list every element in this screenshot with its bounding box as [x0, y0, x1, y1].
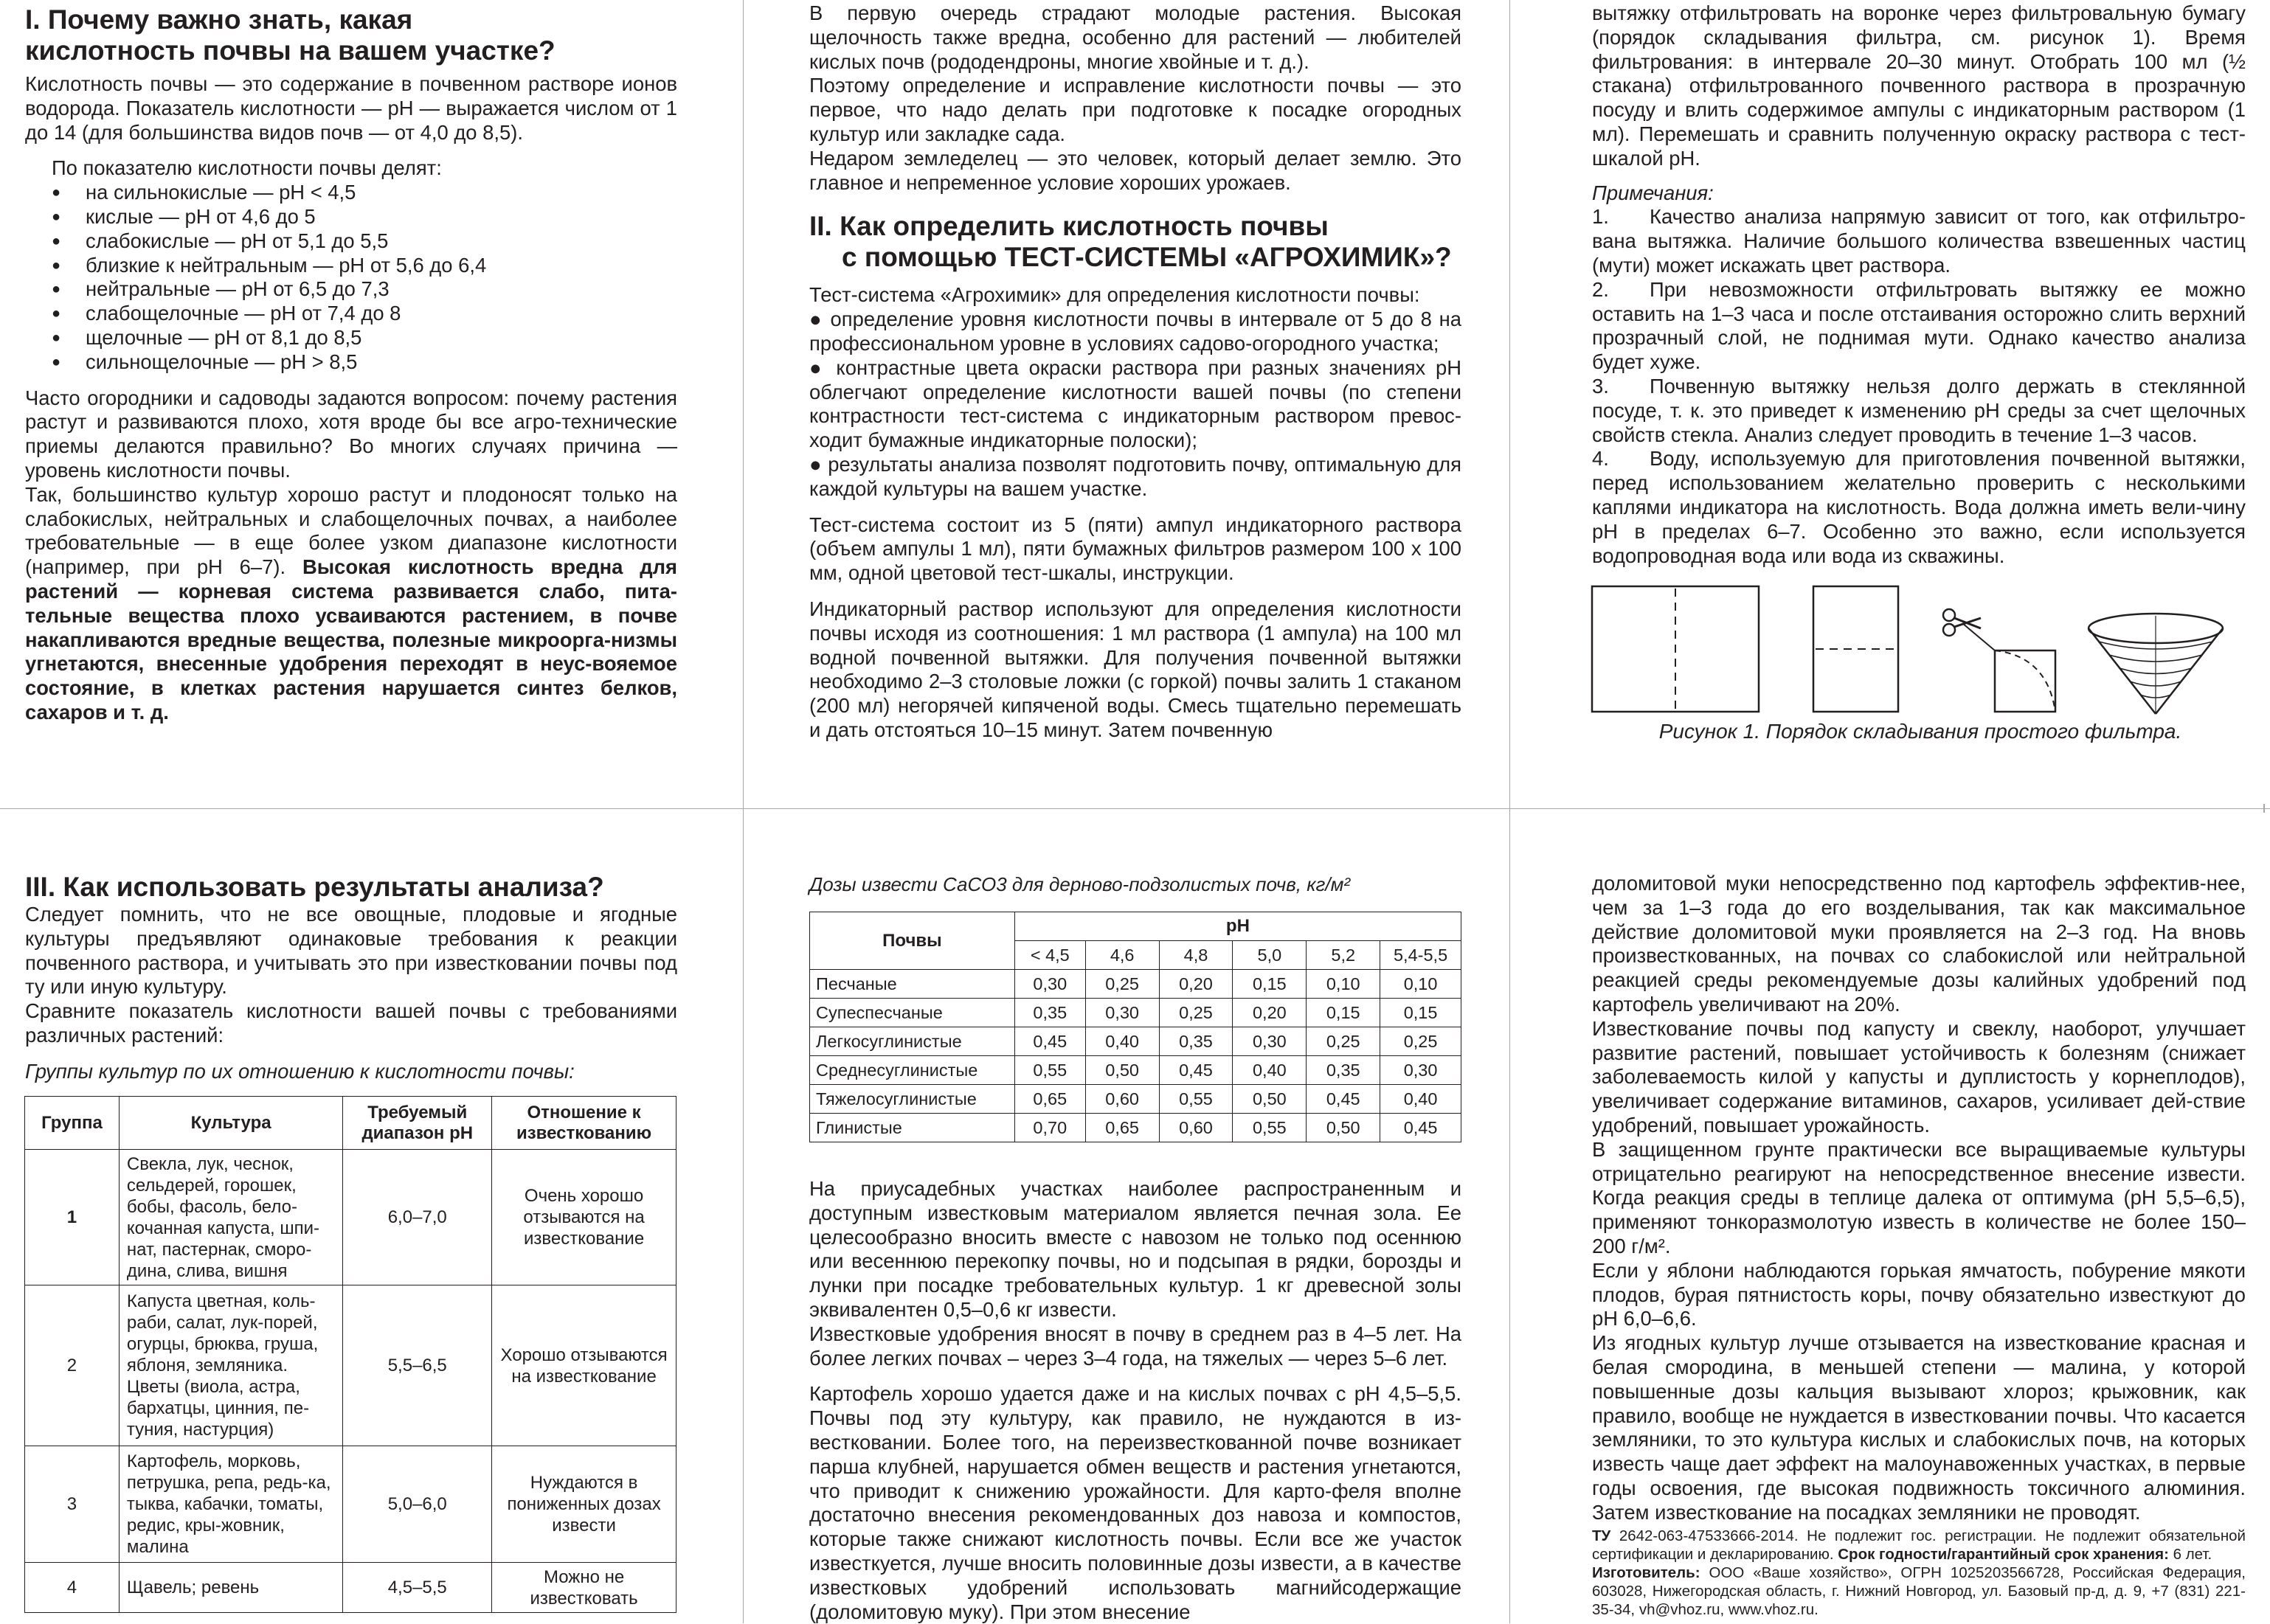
- dose-cell: 0,45: [1307, 1085, 1380, 1114]
- paragraph: Поэтому определение и исправление кислотности почвы — это первое, что надо делать при подготовке к посадке огородных культур или закладке сада.: [809, 74, 1461, 145]
- dose-cell: 0,50: [1233, 1085, 1307, 1114]
- filter-folded-half-icon: [1813, 586, 1898, 712]
- panel-3: [1592, 1, 2246, 568]
- column-header: Почвы: [810, 912, 1015, 970]
- list-item: ● на сильнокислые — рН < 4,5: [52, 181, 677, 205]
- column-header: Требуемый диапазон рН: [343, 1097, 492, 1150]
- note-item: [1592, 375, 2246, 447]
- note-text: Воду, используемую для приготовления почвенной вытяжки, перед использованием желательно проверить с несколькими каплями индикатора на кислотность. Вода должна иметь вели-чину рН в пределах 6–7. Особенно это важно, если используется водопроводная вода или вода из скважины.: [1592, 447, 2246, 567]
- manufacturer-label: Изготовитель:: [1592, 1564, 1700, 1581]
- paragraph: Картофель хорошо удается даже и на кислых почвах с рН 4,5–5,5. Почвы под эту культуру, как правило, не нуждаются в из-вестковании. Более того, на переизвесткованной почве возникает парша клубней, нарушается обмен веществ и растения угнетаются, что приводит к снижению урожайности. Для карто-феля вполне достаточно внесения рекомендованных доз навоза и компостов, которые также снижают кислотность почвы. Если все же участок известкуется, лучше вносить половинные дозы извести, а в качестве известковых удобрений использовать магнийсодержащие (доломитовую муку). При этом внесение: [809, 1382, 1461, 1623]
- section-1-title-line-2: кислотность почвы на вашем участке?: [25, 35, 556, 66]
- notes-heading: Примечания:: [1592, 181, 1714, 204]
- dose-cell: 0,35: [1307, 1056, 1380, 1085]
- dose-cell: 0,30: [1233, 1027, 1307, 1056]
- feature-item: ● результаты анализа позволят подготовить почву, оптимальную для каждой культуры на вашем участке.: [809, 452, 1461, 500]
- list-item: ● слабощелочные — рН от 7,4 до 8: [52, 302, 677, 326]
- dose-cell: 0,55: [1014, 1056, 1085, 1085]
- paragraph: доломитовой муки непосредственно под картофель эффектив-нее, чем за 1–3 года до его возделывания, так как максимальное действие доломитовой муки проявляется на 2–3 год. На вновь произвесткованных, на почвах со слабокислой или нейтральной реакцией среды рекомендуемые дозы калийных удобрений под картофель увеличивают на 20%.: [1592, 872, 2246, 1016]
- dose-cell: 0,35: [1014, 999, 1085, 1027]
- filter-cut-quarter-icon: [1962, 623, 2055, 712]
- soil-cell: Легкосуглинистые: [810, 1027, 1015, 1056]
- dose-cell: 0,45: [1380, 1114, 1461, 1142]
- ph-range-cell: 4,5–5,5: [343, 1563, 492, 1613]
- paragraph: Недаром земледелец — это человек, который делает землю. Это главное и непременное условие хороших урожаев.: [809, 146, 1461, 194]
- column-header: Культура: [119, 1097, 342, 1150]
- column-header: Группа: [25, 1097, 120, 1150]
- manufacturer-info: [1592, 1564, 2246, 1619]
- section-1-title: [25, 4, 677, 66]
- culture-cell: Капуста цветная, коль-раби, салат, лук-порей, огурцы, брюква, груша, яблоня, земляника. Цветы (виола, астра, бархатцы, цинния, пе-туния, настурция): [119, 1285, 342, 1446]
- dose-cell: 0,35: [1159, 1027, 1233, 1056]
- table-row: [810, 1085, 1461, 1114]
- ph-value-header: 5,2: [1307, 941, 1380, 970]
- paragraph: вытяжку отфильтровать на воронке через фильтровальную бумагу (порядок складывания фильтра, см. рисунок 1). Время фильтрования: в интервале 20–30 минут. Отобрать 100 мл (½ стакана) отфильтрованного почвенного раствора в прозрачную посуду и влить содержимое ампулы с индикаторным раствором (1 мл). Перемешать и сравнить полученную окраску раствора с тест-шкалой рН.: [1592, 1, 2246, 170]
- table-row: [25, 1446, 676, 1563]
- paragraph: Из ягодных культур лучше отзывается на известкование красная и белая смородина, в меньшей степени — малина, у которой повышенные дозы кальция вызывают хлороз; крыжовник, как правило, вообще не нуждается в известковании почвы. Что касается земляники, то это культура кислых и слабокислых почв, на которых известь чаще дает эффект на малоунавоженных участках, в первые годы освоения, где высокая подвижность токсичного алюминия. Затем известкование на посадках земляники не проводят.: [1592, 1331, 2246, 1524]
- ph-range-cell: 6,0–7,0: [343, 1150, 492, 1285]
- soil-cell: Тяжелосуглинистые: [810, 1085, 1015, 1114]
- table-row: [810, 1056, 1461, 1085]
- dose-cell: 0,40: [1380, 1085, 1461, 1114]
- table-header-row: [25, 1097, 676, 1150]
- column-header: Отношение к известкованию: [492, 1097, 676, 1150]
- culture-groups-table: [24, 1096, 676, 1613]
- ph-list-heading: По показателю кислотности почвы делят:: [52, 156, 442, 180]
- paragraph: На приусадебных участках наиболее распространенным и доступным известковым материалом является печная зола. Ее целесообразно вносить вместе с навозом не только под осеннюю или весеннюю перекопку почвы, но и подсыпая в рядки, борозды и лунки при посадке требовательных культур. 1 кг древесной золы эквивалентен 0,5–0,6 кг извести.: [809, 1177, 1461, 1321]
- table-row: [810, 999, 1461, 1027]
- dose-cell: 0,30: [1380, 1056, 1461, 1085]
- manufacturer-text: ООО «Ваше хозяйство», ОГРН 1025203566728, Российская Федерация, 603028, Нижегородская область, г. Нижний Новгород, ул. Базовый пр-д, д. 9, +7 (831) 221-35-34, vh@vhoz.ru, www.vhoz.ru.: [1592, 1564, 2246, 1618]
- scissors-icon: [1943, 609, 1981, 636]
- liming-cell: Нуждаются в пониженных дозах извести: [492, 1446, 676, 1563]
- dose-cell: 0,70: [1014, 1114, 1085, 1142]
- dose-cell: 0,55: [1159, 1085, 1233, 1114]
- shelf-life-label: Срок годности/гарантийный срок хранения:: [1838, 1545, 2169, 1563]
- culture-cell: Свекла, лук, чеснок, сельдерей, горошек, бобы, фасоль, бело-кочанная капуста, шпи-нат, пастернак, сморо-дина, слива, вишня: [119, 1150, 342, 1285]
- dose-cell: 0,50: [1085, 1056, 1159, 1085]
- soil-cell: Супеспесчаные: [810, 999, 1015, 1027]
- dose-cell: 0,55: [1233, 1114, 1307, 1142]
- ph-value-header: < 4,5: [1014, 941, 1085, 970]
- paragraph: Следует помнить, что не все овощные, плодовые и ягодные культуры предъявляют одинаковые требования к реакции почвенного раствора, и учитывать это при известковании почвы под ту или иную культуру.: [25, 903, 677, 999]
- test-system-lead: Тест-система «Агрохимик» для определения кислотности почвы:: [809, 283, 1420, 307]
- spec-text: 2642-063-47533666-2014. Не подлежит гос. регистрации. Не подлежит обязательной сертификации и декларированию.: [1592, 1527, 2246, 1563]
- soil-cell: Глинистые: [810, 1114, 1015, 1142]
- paragraph-bold-text: Высокая кислотность вредна для растений — корневая система развивается слабо, пита-тельные вещества плохо усваиваются растением, в почве накапливаются вредные вещества, полезные микроорга-низмы угнетаются, внесенные удобрения переходят в неус-вояемое состояние, в клетках растения нарушается синтез белков, сахаров и т. д.: [25, 555, 677, 723]
- liming-cell: Очень хорошо отзываются на известкование: [492, 1150, 676, 1285]
- paragraph: Известковые удобрения вносят в почву в среднем раз в 4–5 лет. На более легких почвах – через 3–4 года, на тяжелых — через 5–6 лет.: [809, 1322, 1461, 1370]
- section-2-title: [809, 211, 1461, 273]
- ph-value-header: 4,8: [1159, 941, 1233, 970]
- filter-square-icon: [1592, 586, 1759, 712]
- fold-line-vertical-2: [1509, 0, 1510, 1623]
- table-row: [25, 1285, 676, 1446]
- feature-item: ● контрастные цвета окраски раствора при разных значениях рН облегчают определение кислотности вашей почвы (по степени контрастности тест-система с индикаторным раствором превос-ходит бумажные индикаторные полоски);: [809, 355, 1461, 452]
- ph-class-list: [25, 181, 677, 374]
- table-row: [25, 1150, 676, 1285]
- note-text: Почвенную вытяжку нельзя долго держать в стеклянной посуде, т. к. это приведет к изменению рН среды за счет щелочных свойств стекла. Анализ следует проводить в течение 1–3 часов.: [1592, 374, 2246, 446]
- dose-cell: 0,40: [1085, 1027, 1159, 1056]
- dose-cell: 0,25: [1307, 1027, 1380, 1056]
- dose-cell: 0,60: [1085, 1085, 1159, 1114]
- panel-6: [1592, 872, 2246, 1619]
- ph-value-header: 5,4-5,5: [1380, 941, 1461, 970]
- dose-cell: 0,15: [1307, 999, 1380, 1027]
- dose-cell: 0,25: [1380, 1027, 1461, 1056]
- dose-cell: 0,50: [1307, 1114, 1380, 1142]
- group-cell: 1: [25, 1150, 120, 1285]
- dose-cell: 0,40: [1233, 1056, 1307, 1085]
- note-text: Качество анализа напрямую зависит от того, как отфильтро-вана вытяжка. Наличие большого количества взвешенных частиц (мути) может искажать цвет раствора.: [1592, 205, 2246, 277]
- group-cell: 4: [25, 1563, 120, 1613]
- paragraph: Известкование почвы под капусту и свеклу, наоборот, улучшает развитие растений, повышает устойчивость к болезням (снижает заболеваемость килой у капусты и дуплистость у корнеплодов), увеличивает содержание витаминов, сахаров, усиливает дей-ствие удобрений, повышает урожайность.: [1592, 1016, 2246, 1137]
- group-cell: 3: [25, 1446, 120, 1563]
- dose-cell: 0,20: [1159, 970, 1233, 999]
- fold-line-vertical-1: [743, 0, 744, 1623]
- soil-cell: Песчаные: [810, 970, 1015, 999]
- ph-value-header: 4,6: [1085, 941, 1159, 970]
- notes-list: [1592, 205, 2246, 568]
- culture-cell: Картофель, морковь, петрушка, репа, редь-ка, тыква, кабачки, томаты, редис, кры-жовник, малина: [119, 1446, 342, 1563]
- note-item: [1592, 205, 2246, 277]
- table-header-row: [810, 912, 1461, 941]
- panel-5-text: [809, 1177, 1461, 1624]
- ph-value-header: 5,0: [1233, 941, 1307, 970]
- dose-cell: 0,65: [1085, 1114, 1159, 1142]
- paragraph: В защищенном грунте практически все выращиваемые культуры отрицательно реагируют на непосредственное внесение извести. Когда реакция среды в теплице далека от оптимума (рН 5,5–6,5), применяют тонкоразмолотую известь в количестве не более 150–200 г/м².: [1592, 1137, 2246, 1257]
- fold-line-horizontal: [0, 808, 2270, 809]
- dose-cell: 0,60: [1159, 1114, 1233, 1142]
- section-1-title-line-1: I. Почему важно знать, какая: [25, 4, 413, 35]
- list-item: ● сильнощелочные — рН > 8,5: [52, 350, 677, 375]
- paragraph: В первую очередь страдают молодые растения. Высокая щелочность также вредна, особенно для растений — любителей кислых почв (рододендроны, многие хвойные и т. д.).: [809, 1, 1461, 73]
- note-number: 4.: [1592, 447, 1609, 471]
- liming-cell: Можно не известковать: [492, 1563, 676, 1613]
- table-row: [810, 1114, 1461, 1142]
- fine-print: [1592, 1527, 2246, 1564]
- soil-cell: Среднесуглинистые: [810, 1056, 1015, 1085]
- dose-cell: 0,10: [1380, 970, 1461, 999]
- panel-4: [25, 872, 677, 1084]
- list-item: ● слабокислые — рН от 5,1 до 5,5: [52, 229, 677, 254]
- table-row: [810, 1027, 1461, 1056]
- lime-dose-table: [809, 912, 1461, 1142]
- figure-caption: Рисунок 1. Порядок складывания простого фильтра.: [1658, 720, 2182, 743]
- culture-table-caption: Группы культур по их отношению к кислотности почвы:: [25, 1059, 575, 1083]
- intro-paragraph: Кислотность почвы — это содержание в почвенном растворе ионов водорода. Показатель кислотности — рН — выражается числом от 1 до 14 (для большинства видов почв — от 4,0 до 8,5).: [25, 72, 677, 144]
- paragraph-regular-text: Так, большинство культур хорошо растут и плодоносят только на слабокислых, нейтральных и слабощелочных почвах, а наиболее требовательные — в еще более узком диапазоне кислотности (например, при рН 6–7).: [25, 482, 677, 579]
- spec-label: ТУ: [1592, 1527, 1611, 1544]
- dose-cell: 0,25: [1159, 999, 1233, 1027]
- section-3-title: III. Как использовать результаты анализа?: [25, 872, 604, 902]
- feature-item: ● определение уровня кислотности почвы в интервале от 5 до 8 на профессиональном уровне в условиях садово-огородного участка;: [809, 308, 1461, 355]
- lime-table-caption: Дозы извести СаСО3 для дерново-подзолистых почв, кг/м²: [809, 873, 1351, 895]
- paragraph: Индикаторный раствор используют для определения кислотности почвы исходя из соотношения: 1 мл раствора (1 ампула) на 100 мл водной почвенной вытяжки. Для получения почвенной вытяжки необходимо 2–3 столовые ложки (с горкой) почвы залить 1 стаканом (200 мл) негорячей кипяченой воды. Смесь тщательно перемешать и дать отстояться 10–15 минут. Затем почвенную: [809, 597, 1461, 741]
- ph-range-cell: 5,0–6,0: [343, 1446, 492, 1563]
- dose-cell: 0,25: [1085, 970, 1159, 999]
- ph-range-cell: 5,5–6,5: [343, 1285, 492, 1446]
- paragraph: [25, 483, 677, 725]
- dose-cell: 0,10: [1307, 970, 1380, 999]
- list-item: ● нейтральные — рН от 6,5 до 7,3: [52, 277, 677, 302]
- section-2-title-line-2: с помощью ТЕСТ-СИСТЕМЫ «АГРОХИМИК»?: [842, 242, 1452, 273]
- note-number: 1.: [1592, 205, 1609, 229]
- column-header: рН: [1014, 912, 1461, 941]
- paragraph: Тест-система состоит из 5 (пяти) ампул индикаторного раствора (объем ампулы 1 мл), пяти бумажных фильтров размером 100 х 100 мм, одной цветовой тест-шкалы, инструкции.: [809, 513, 1461, 585]
- filter-funnel-icon: [2089, 614, 2223, 714]
- section-2-title-line-1: II. Как определить кислотность почвы: [809, 211, 1329, 242]
- panel-1: [25, 4, 677, 725]
- note-item: [1592, 278, 2246, 375]
- paragraph: Если у яблони наблюдаются горькая ямчатость, побурение мякоти плодов, бурая пятнистость коры, почву обязательно известкуют до рН 6,0–6,6.: [1592, 1258, 2246, 1330]
- table-row: [810, 970, 1461, 999]
- paragraph: Сравните показатель кислотности вашей почвы с требованиями различных растений:: [25, 999, 677, 1047]
- list-item: ● близкие к нейтральным — рН от 5,6 до 6,4: [52, 254, 677, 278]
- dose-cell: 0,30: [1085, 999, 1159, 1027]
- culture-cell: Щавель; ревень: [119, 1563, 342, 1613]
- note-number: 2.: [1592, 277, 1609, 301]
- shelf-life-text: 6 лет.: [2168, 1545, 2212, 1563]
- note-text: При невозможности отфильтровать вытяжку ее можно оставить на 1–3 часа и после отстаивания осторожно слить верхний прозрачный слой, не поднимая мути. Однако качество анализа будет хуже.: [1592, 277, 2246, 374]
- group-cell: 2: [25, 1285, 120, 1446]
- table-row: [25, 1563, 676, 1613]
- panel-2: [809, 1, 1461, 743]
- dose-cell: 0,15: [1233, 970, 1307, 999]
- dose-cell: 0,45: [1014, 1027, 1085, 1056]
- dose-cell: 0,45: [1159, 1056, 1233, 1085]
- paragraph: Часто огородники и садоводы задаются вопросом: почему растения растут и развиваются плохо, хотя вроде бы все агро-технические приемы делаются правильно? Во многих случаях причина — уровень кислотности почвы.: [25, 386, 677, 482]
- list-item: ● кислые — рН от 4,6 до 5: [52, 205, 677, 229]
- dose-cell: 0,20: [1233, 999, 1307, 1027]
- dose-cell: 0,30: [1014, 970, 1085, 999]
- note-number: 3.: [1592, 374, 1609, 398]
- fold-mark: [2263, 804, 2270, 813]
- note-item: [1592, 447, 2246, 568]
- list-item: ● щелочные — рН от 8,1 до 8,5: [52, 326, 677, 350]
- liming-cell: Хорошо отзываются на известкование: [492, 1285, 676, 1446]
- dose-cell: 0,15: [1380, 999, 1461, 1027]
- dose-cell: 0,65: [1014, 1085, 1085, 1114]
